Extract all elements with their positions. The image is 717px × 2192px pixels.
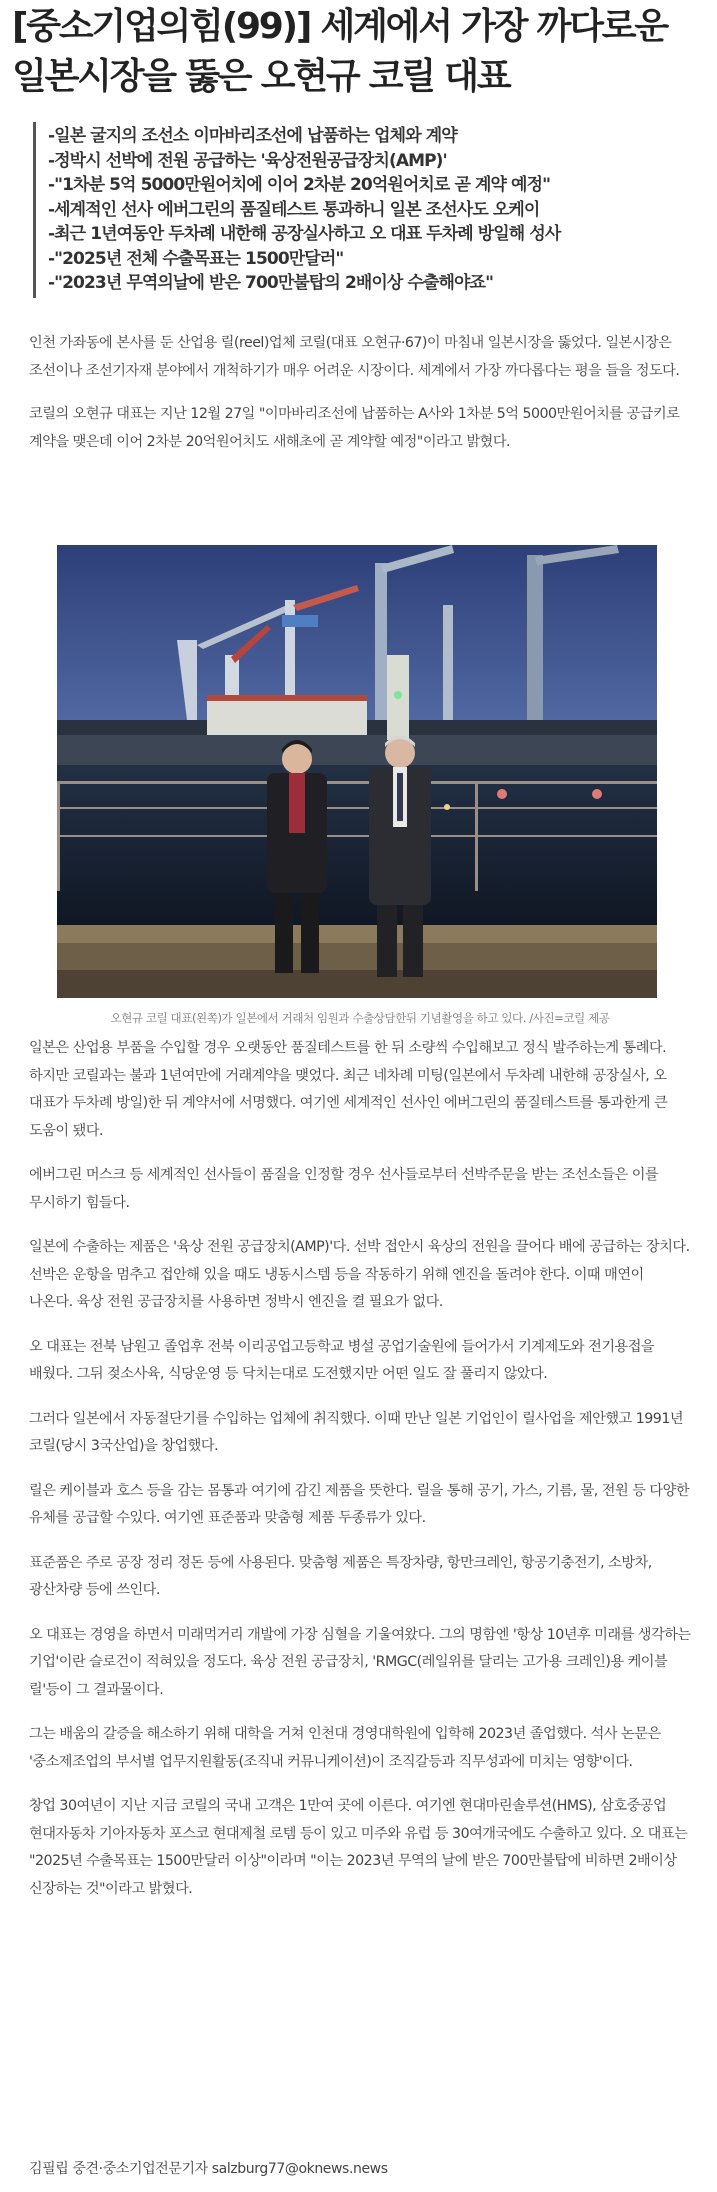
headline-line-1: [중소기업의힘(99)] 세계에서 가장 까다로운: [12, 6, 667, 47]
article-paragraph: 그는 배움의 갈증을 해소하기 위해 대학을 거쳐 인천대 경영대학원에 입학해 2023년 졸업했다. 석사 논문은 '중소제조업의 부서별 업무지원활동(조직내 커뮤니케이션)이 조직갈등과 직무성과에 미치는 영향'이다.: [29, 1726, 661, 1770]
summary-item: -"2023년 무역의날에 받은 700만불탑의 2배이상 수출해야죠": [48, 273, 494, 293]
article-paragraph: 코릴의 오현규 대표는 지난 12월 27일 "이마바리조선에 납품하는 A사와 1차분 5억 5000만원어치를 공급키로 계약을 맺은데 이어 2차분 20억원어치도 새해초에 곧 계약할 예정"이라고 밝혔다.: [29, 406, 680, 450]
article-paragraph: 그러다 일본에서 자동절단기를 수입하는 업체에 취직했다. 이때 만난 일본 기업인이 릴사업을 제안했고 1991년 코릴(당시 3국산업)을 창업했다.: [29, 1410, 684, 1454]
article-headline: [12, 2, 712, 102]
article-paragraph: 오 대표는 전북 남원고 졸업후 전북 이리공업고등학교 병설 공업기술원에 들어가서 기계제도와 전기용접을 배웠다. 그뒤 젖소사육, 식당운영 등 닥치는대로 도전했지만 어떤 일도 잘 풀리지 않았다.: [29, 1338, 655, 1382]
headline-line-2: 일본시장을 뚫은 오현규 코릴 대표: [12, 56, 510, 97]
article-paragraph: 릴은 케이블과 호스 등을 감는 몸통과 여기에 감긴 제품을 뜻한다. 릴을 통해 공기, 가스, 기름, 물, 전원 등 다양한 유체를 공급할 수있다. 여기엔 표준품과 맞춤형 제품 두종류가 있다.: [29, 1482, 690, 1526]
article-paragraph: 표준품은 주로 공장 정리 정돈 등에 사용된다. 맞춤형 제품은 특장차량, 항만크레인, 항공기충전기, 소방차, 광산차량 등에 쓰인다.: [29, 1554, 652, 1598]
article-body-top: [29, 330, 691, 456]
summary-item: -세계적인 선사 에버그린의 품질테스트 통과하니 일본 조선사도 오케이: [48, 199, 540, 220]
summary-item: -"1차분 5억 5000만원어치에 이어 2차분 20억원어치로 곧 계약 예정": [48, 175, 551, 195]
article-paragraph: 에버그린 머스크 등 세계적인 선사들이 품질을 인정할 경우 선사들로부터 선박주문을 받는 조선소들은 이를 무시하기 힘들다.: [29, 1167, 659, 1211]
article-photo: [57, 545, 657, 998]
article-body: [29, 1035, 691, 1903]
summary-item: -일본 굴지의 조선소 이마바리조선에 납품하는 업체와 계약: [48, 126, 457, 146]
article-paragraph: 일본은 산업용 부품을 수입할 경우 오랫동안 품질테스트를 한 뒤 소량씩 수입해보고 정식 발주하는게 통례다. 하지만 코릴과는 불과 1년여만에 거래계약을 맺었다. 최근 네차례 미팅(일본에서 두차례 내한해 공장실사, 오 대표가 두차례 방일)한 뒤 계약서에 서명했다. 여기엔 세계적인 선사인 에버그린의 품질테스트를 통과한게 큰 도움이 됐다.: [29, 1040, 668, 1139]
article-paragraph: 인천 가좌동에 본사를 둔 산업용 릴(reel)업체 코릴(대표 오현규·67)이 마침내 일본시장을 뚫었다. 일본시장은 조선이나 조선기자재 분야에서 개척하기가 매우 어려운 시장이다. 세계에서 가장 까다롭다는 평을 들을 정도다.: [29, 335, 680, 379]
article-paragraph: 창업 30여년이 지난 지금 코릴의 국내 고객은 1만여 곳에 이른다. 여기엔 현대마린솔루션(HMS), 삼호중공업 현대자동차 기아자동차 포스코 현대제철 로템 등이 있고 미주와 유럽 등 30여개국에도 수출하고 있다. 오 대표는 "2025년 수출목표는 1500만달러 이상"이라며 "이는 2023년 무역의 날에 받은 700만불탑에 비하면 2배이상 신장하는 것"이라고 밝혔다.: [29, 1798, 688, 1897]
summary-item: -"2025년 전체 수출목표는 1500만달러": [48, 248, 344, 269]
author-byline: 김필립 중견·중소기업전문기자 salzburg77@oknews.news: [29, 2161, 388, 2177]
article-paragraph: 일본에 수출하는 제품은 '육상 전원 공급장치(AMP)'다. 선박 접안시 육상의 전원을 끌어다 배에 공급하는 장치다. 선박은 운항을 멈추고 접안해 있을 때도 냉동시스템 등을 작동하기 위해 엔진을 돌려야 한다. 이때 매연이 나온다. 육상 전원 공급장치를 사용하면 정박시 엔진을 켤 필요가 없다.: [29, 1239, 690, 1310]
article-paragraph: 오 대표는 경영을 하면서 미래먹거리 개발에 가장 심혈을 기울여왔다. 그의 명함엔 '항상 10년후 미래를 생각하는 기업'이란 슬로건이 적혀있을 정도다. 육상 전원 공급장치, 'RMGC(레일위를 달리는 고가용 크레인)용 케이블 릴'등이 그 결과물이다.: [29, 1626, 691, 1698]
summary-item: -최근 1년여동안 두차례 내한해 공장실사하고 오 대표 두차례 방일해 성사: [48, 224, 561, 244]
photo-caption: 오현규 코릴 대표(왼쪽)가 일본에서 거래처 임원과 수출상담한뒤 기념촬영을 하고 있다. /사진=코릴 제공: [110, 1011, 610, 1025]
summary-item: -정박시 선박에 전원 공급하는 '육상전원공급장치(AMP)': [48, 150, 447, 171]
summary-list: [33, 122, 688, 298]
